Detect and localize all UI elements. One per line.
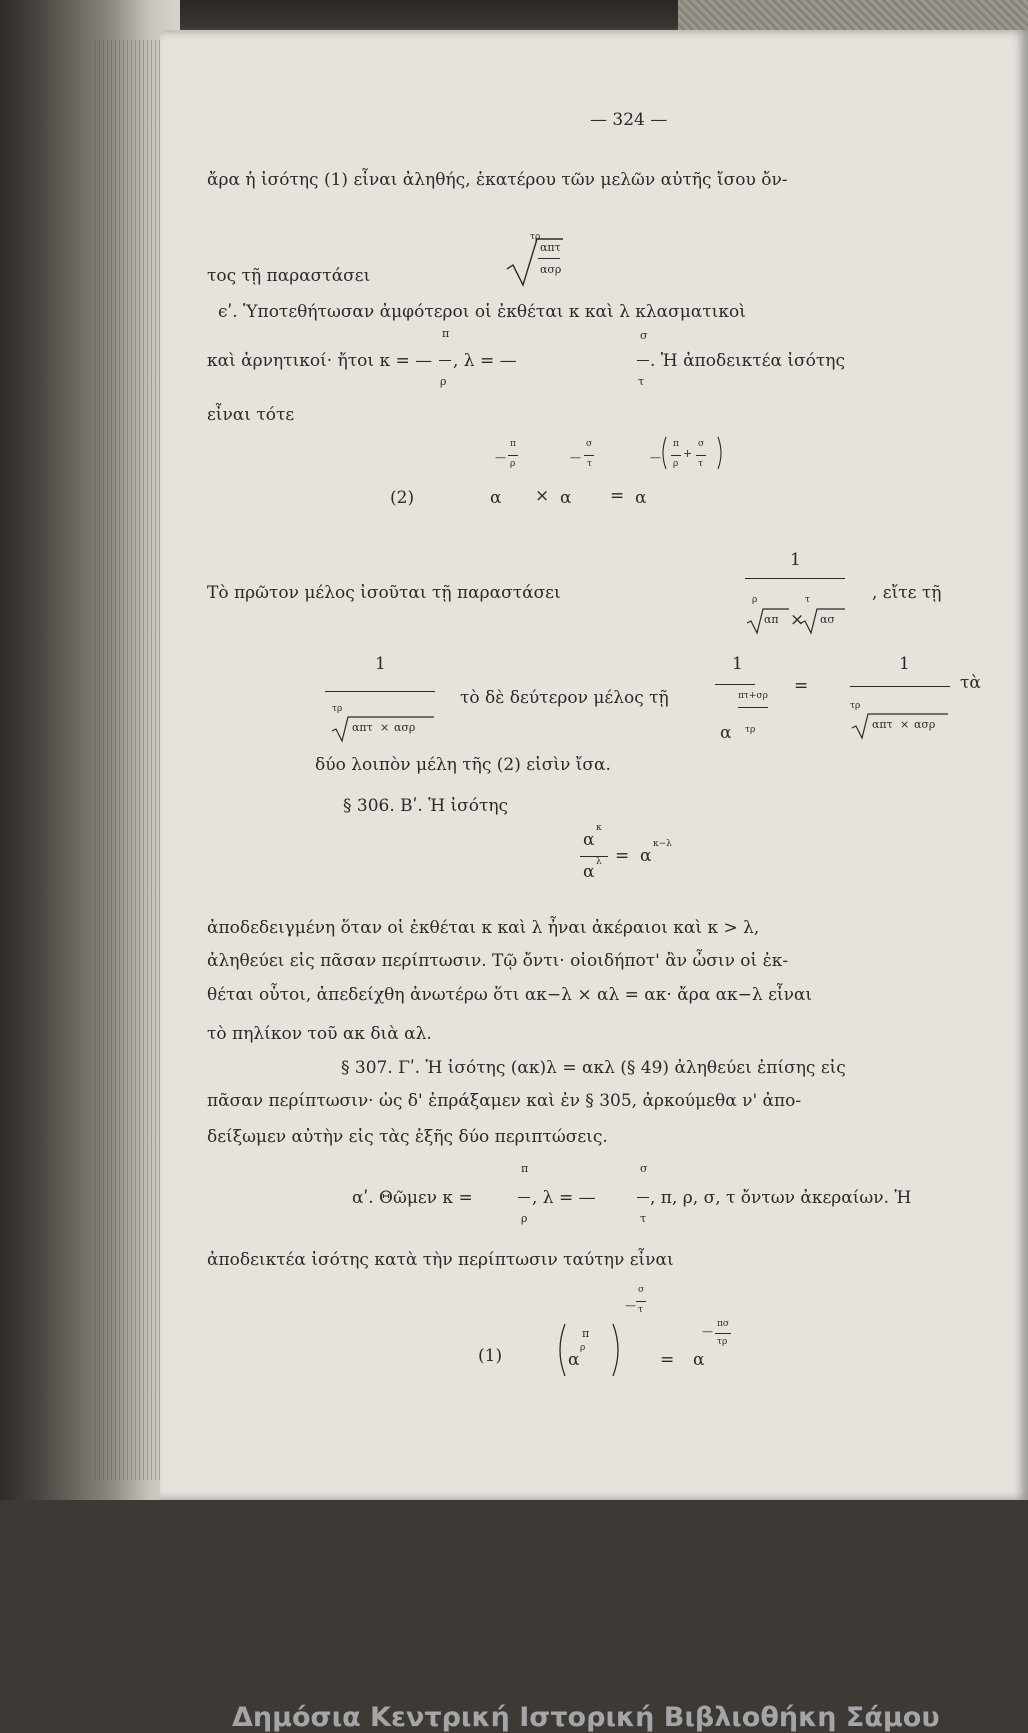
text-line-7-mid: τὸ δὲ δεύτερον μέλος τῇ [460, 688, 669, 708]
fraction-bar [580, 856, 608, 857]
equals-sign: = [615, 846, 630, 866]
frac-den-rho: ρ [440, 375, 447, 388]
eq2-minus: — [495, 451, 506, 464]
eq1-rho: ρ [580, 1343, 586, 1353]
section-306: § 306. Βʹ. Ἡ ἰσότης [343, 796, 509, 816]
exp-pt-sp: πτ+σρ [738, 691, 768, 701]
root-a-sigma-rho-2: ασρ [914, 718, 936, 731]
exp-kappa: κ [596, 823, 602, 833]
eq2-rho-2: ρ [673, 459, 679, 469]
eq2-minus-2: — [570, 451, 581, 464]
frac-den-tau-2: τ [640, 1212, 647, 1225]
text-line-11: ἀληθεύει εἰς πᾶσαν περίπτωσιν. Τῷ ὄντι· οἱοιδήποτ' ἂν ὦσιν οἱ ἐκ- [207, 951, 789, 971]
text-line-6a: Τὸ πρῶτον μέλος ἰσοῦται τῇ παραστάσει [207, 583, 561, 603]
eq1-equals: = [660, 1350, 675, 1370]
root-a-pi-tau-2: απτ [872, 718, 893, 731]
text-line-1: ἄρα ἡ ἰσότης (1) εἶναι ἀληθής, ἑκατέρου τῶν μελῶν αὐτῆς ἴσου ὄν- [207, 170, 788, 190]
fraction-bar [584, 455, 594, 456]
eq2-minus-3: — [650, 451, 661, 464]
eq2-plus: + [683, 447, 693, 460]
text-line-16: δείξωμεν αὐτὴν εἰς τὰς ἑξῆς δύο περιπτώσεις. [207, 1127, 608, 1147]
text-line-4c: . Ἡ ἀποδεικτέα ἰσότης [650, 351, 846, 371]
eq1-sigma: σ [638, 1285, 645, 1295]
fraction-bar [745, 578, 845, 579]
eq2-alpha-1: α [490, 488, 502, 508]
root-index-rho: ρ [752, 595, 758, 605]
text-line-17a: αʹ. Θῶμεν κ = [352, 1188, 473, 1208]
root-index-tau: τ [805, 595, 810, 605]
eq1-alpha: α [568, 1350, 580, 1370]
eq2-pi-2: π [673, 439, 679, 449]
equals-sign: = [794, 676, 809, 696]
text-line-7-post: τὰ [960, 673, 981, 693]
eq2-equals: = [610, 486, 625, 506]
root-times-2: × [900, 718, 910, 731]
root-a-pi-tau: απτ [352, 721, 373, 734]
eq2-times: × [535, 486, 550, 506]
page-edges [95, 40, 165, 1480]
text-line-15: πᾶσαν περίπτωσιν· ὡς δ' ἐπράξαμεν καὶ ἐν § 305, ἀρκούμεθα ν' ἀπο- [207, 1091, 802, 1111]
text-line-4b: , λ = — [453, 351, 517, 371]
frac-den-rho-2: ρ [521, 1212, 528, 1225]
fraction-bar [518, 1197, 530, 1198]
section-307: § 307. Γʹ. Ἡ ἰσότης (ακ)λ = ακλ (§ 49) ἀληθεύει ἐπίσης εἰς [341, 1058, 846, 1078]
text-line-10: ἀποδεδειγμένη ὅταν οἱ ἐκθέται κ καὶ λ ἦναι ἀκέραιοι καὶ κ > λ, [207, 918, 760, 938]
text-line-12: θέται οὗτοι, ἀπεδείχθη ἀνωτέρω ὅτι ακ−λ × αλ = ακ· ἄρα ακ−λ εἶναι [207, 985, 813, 1005]
exp-k-minus-l: κ−λ [653, 839, 672, 849]
frac-num-sigma-2: σ [640, 1162, 648, 1175]
text-line-18: ἀποδεικτέα ἰσότης κατὰ τὴν περίπτωσιν ταύτην εἶναι [207, 1250, 674, 1270]
fraction-bar [637, 360, 649, 361]
eq2-tau-2: τ [698, 459, 703, 469]
exp-tp: τρ [745, 725, 756, 735]
fraction-bar [850, 686, 950, 687]
frac-one-a: 1 [375, 654, 386, 674]
root-a-sigma-rho: ασρ [394, 721, 416, 734]
text-line-17b: , λ = — [532, 1188, 596, 1208]
equation-2-label: (2) [390, 488, 415, 508]
eq2-tau: τ [587, 459, 592, 469]
fraction-bar [715, 684, 755, 685]
book-page [160, 30, 1028, 1733]
eq2-sigma: σ [586, 439, 593, 449]
eq1-pi: π [582, 1327, 590, 1340]
text-line-8: δύο λοιπὸν μέλη τῆς (2) εἰσὶν ἴσα. [315, 755, 611, 775]
times-sign: × [790, 610, 805, 630]
radical-index: τρ [530, 232, 541, 242]
frac-one-b: 1 [732, 654, 743, 674]
eq2-pi: π [510, 439, 516, 449]
eq2-alpha-3: α [635, 488, 647, 508]
eq1-pi-sigma: πσ [717, 1319, 730, 1329]
text-line-6b: , εἴτε τῇ [872, 583, 942, 603]
fraction-bar [671, 455, 681, 456]
fraction-bar [538, 258, 560, 259]
page-number: — 324 — [590, 110, 668, 130]
text-line-17c: , π, ρ, σ, τ ὄντων ἀκεραίων. Ἡ [650, 1188, 912, 1208]
eq1-tau: τ [638, 1305, 643, 1315]
root-index-tp-2: τρ [850, 701, 861, 711]
root-a-sigma: ασ [820, 613, 835, 626]
library-watermark: Δημόσια Κεντρική Ιστορική Βιβλιοθήκη Σάμου [232, 1702, 940, 1733]
text-line-2: τος τῇ παραστάσει [207, 266, 371, 286]
root-index-tp: τρ [332, 704, 343, 714]
fraction-bar [637, 1197, 649, 1198]
frac-num-sigma: σ [640, 329, 648, 342]
eq1-minus-2: — [702, 1325, 713, 1338]
fraction-bar [439, 360, 451, 361]
text-line-4a: καὶ ἀρνητικοί· ἤτοι κ = — [207, 351, 433, 371]
text-line-5: εἶναι τότε [207, 405, 295, 425]
eq2-alpha-2: α [560, 488, 572, 508]
alpha-result: α [640, 846, 652, 866]
fraction-bar [696, 455, 706, 456]
fraction-bar [738, 707, 768, 708]
text-line-13: τὸ πηλίκον τοῦ ακ διὰ αλ. [207, 1024, 432, 1044]
exp-lambda: λ [596, 857, 602, 867]
radical-numerator: απτ [540, 241, 561, 254]
root-a-pi: απ [764, 613, 779, 626]
eq1-tau-rho: τρ [717, 1337, 728, 1347]
fraction-bar [508, 455, 518, 456]
frac-alpha-den: α [583, 862, 595, 882]
frac-num-pi: π [442, 327, 450, 340]
eq2-sigma-2: σ [698, 439, 705, 449]
equation-1-label: (1) [478, 1346, 503, 1366]
fraction-bar [636, 1301, 646, 1302]
root-times: × [380, 721, 390, 734]
frac-den-tau: τ [638, 375, 645, 388]
eq1-minus: — [625, 1299, 636, 1312]
frac-num-pi-2: π [521, 1162, 529, 1175]
fraction-numerator-one: 1 [790, 550, 801, 570]
fraction-bar [715, 1333, 731, 1334]
eq2-rho: ρ [510, 459, 516, 469]
fraction-bar [325, 691, 435, 692]
radical-denominator: ασρ [540, 263, 562, 276]
frac-one-c: 1 [899, 654, 910, 674]
eq1-alpha-2: α [693, 1350, 705, 1370]
frac-alpha-num: α [583, 830, 595, 850]
text-line-3: ϵʹ. Ὑποτεθήτωσαν ἀμφότεροι οἱ ἐκθέται κ καὶ λ κλασματικοὶ [218, 302, 746, 322]
alpha-base: α [720, 723, 732, 743]
